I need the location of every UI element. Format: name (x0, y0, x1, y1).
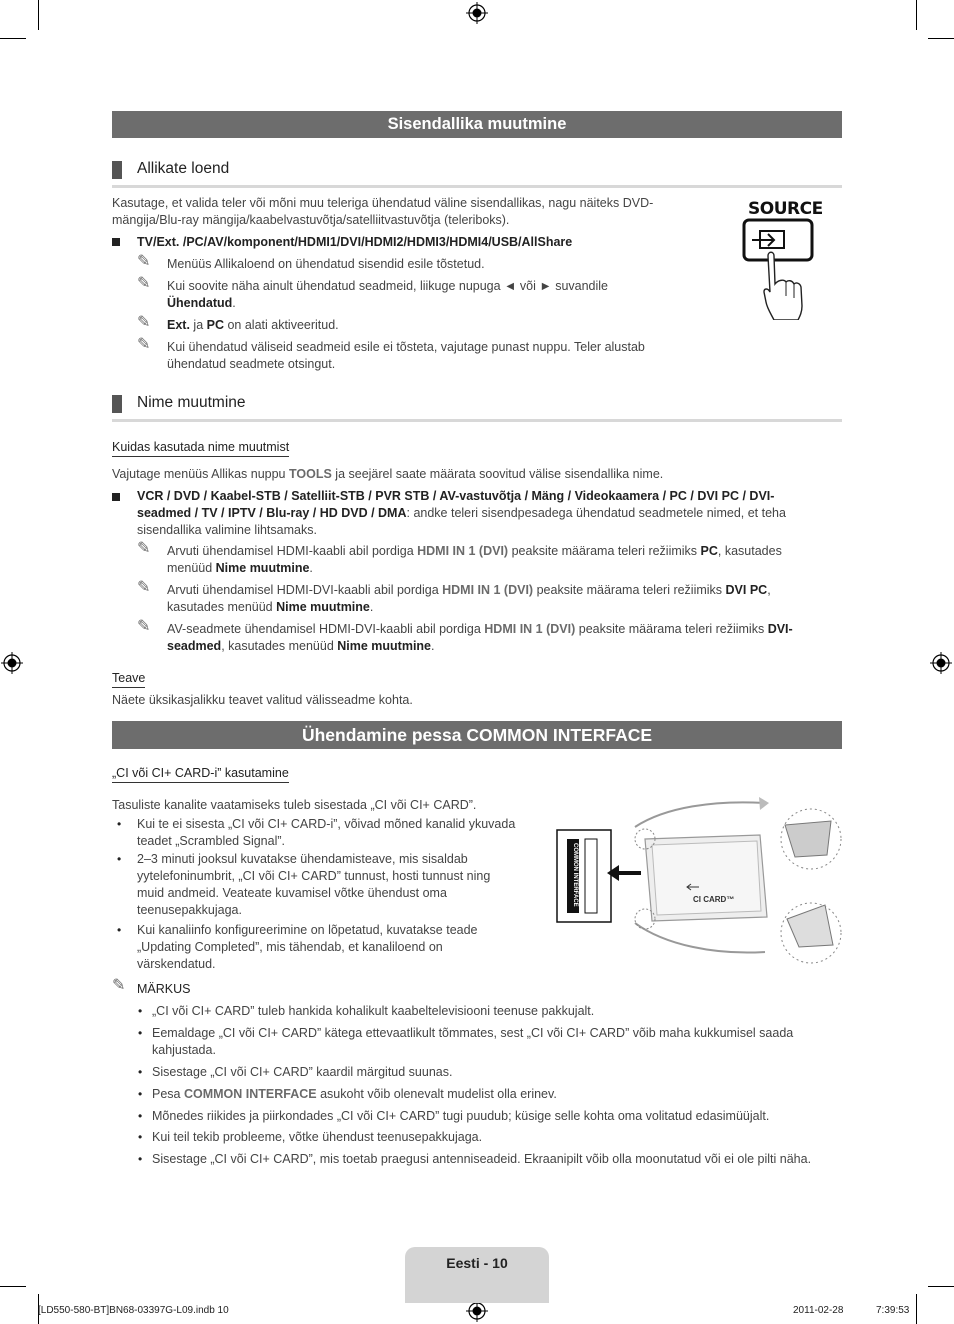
subheading-label: Nime muutmine (137, 394, 246, 411)
crop-mark (0, 38, 26, 39)
crop-mark (928, 38, 954, 39)
info-heading: Teave (112, 671, 145, 688)
print-time: 7:39:53 (876, 1305, 910, 1316)
registration-mark-icon (1, 652, 23, 674)
note-text: Ext. ja PC on alati aktiveeritud. (167, 318, 339, 332)
ci-bullet: 2–3 minuti jooksul kuvatakse ühendamisteave, mis sisaldab yytelefoninumbrit, „CI või CI+ CARD” tunnust, hosti tunnust ning muid andmeid. Veateate kuvamisel võtke ühendust oma teenusepakkujaga. (137, 852, 491, 917)
bullet-dot: • (117, 852, 122, 866)
notes-title: MÄRKUS (137, 982, 191, 996)
card-label: CI CARD™ (693, 895, 735, 904)
ci-note: Mõnedes riikides ja piirkondades „CI või CI+ CARD” tugi puudub; küsige selle kohta oma volitatud edasimüüjalt. (152, 1109, 770, 1123)
rename-options-bullet: VCR / DVD / Kaabel-STB / Satelliit-STB / PVR STB / AV-vastuvõtja / Mäng / Videokaamera / PC / DVI PC / DVI-seadmed / TV / IPTV / Blu-ray / HD DVD / DMA: andke teleri sisendpesadega ühendatud seadmetele nimed, et teha sisendallika valimine lihtsamaks. (137, 489, 786, 537)
intro-text: Kasutage, et valida teler või mõni muu teleriga ühendatud väline sisendallikas, nagu näiteks DVD-mängija/Blu-ray mängija/kaabelvastuvõtja/satelliitvastuvõtja (teleriboks). (112, 196, 654, 227)
ci-note: Kui teil tekib probleeme, võtke ühendust teenusepakkujaga. (152, 1130, 483, 1144)
note-text: AV-seadmete ühendamisel HDMI-DVI-kaabli abil pordiga HDMI IN 1 (DVI) peaksite määrama teleri režiimiks DVI-seadmed, kasutades menüüd Nime muutmine. (167, 622, 793, 653)
note-icon: ✎ (137, 253, 151, 270)
registration-mark-icon (466, 2, 488, 24)
note-text: Menüüs Allikaloend on ühendatud sisendid esile tõstetud. (167, 257, 485, 271)
bullet-square (112, 493, 120, 501)
note-icon: ✎ (137, 579, 151, 596)
note-icon: ✎ (112, 977, 126, 994)
page-number: Eesti - 10 (446, 1255, 508, 1271)
bullet-dot: • (138, 1130, 143, 1144)
bullet-dot: • (138, 1152, 143, 1166)
subheading-rename (112, 393, 842, 422)
note-icon: ✎ (137, 336, 151, 353)
crop-mark (916, 0, 917, 30)
ci-card-illustration (555, 795, 845, 965)
note-icon: ✎ (137, 618, 151, 635)
bullet-dot: • (138, 1087, 143, 1101)
note-icon: ✎ (137, 540, 151, 557)
crop-mark (928, 1286, 954, 1287)
heading-marker (112, 161, 122, 179)
page-number-tab (405, 1247, 549, 1303)
ci-intro: Tasuliste kanalite vaatamiseks tuleb sisestada „CI või CI+ CARD”. (112, 798, 477, 812)
bullet-dot: • (138, 1004, 143, 1018)
print-date: 2011-02-28 (793, 1305, 844, 1316)
ci-bullet: Kui te ei sisesta „CI või CI+ CARD-i”, võivad mõned kanalid ykuvada teadet „Scrambled Signal”. (137, 817, 516, 848)
section-title-common-interface: Ühendamine pessa COMMON INTERFACE (112, 721, 842, 749)
section-title-source: Sisendallika muutmine (112, 111, 842, 138)
subheading-source-list (112, 159, 842, 188)
note-text: Arvuti ühendamisel HDMI-kaabli abil pordiga HDMI IN 1 (DVI) peaksite määrama teleri režiimiks PC, kasutades menüüd Nime muutmine. (167, 544, 782, 575)
how-to-rename-heading: Kuidas kasutada nime muutmist (112, 440, 289, 457)
registration-mark-icon (466, 1300, 488, 1322)
note-text: Arvuti ühendamisel HDMI-DVI-kaabli abil pordiga HDMI IN 1 (DVI) peaksite määrama teleri režiimiks DVI PC, kasutades menüüd Nime muutmine. (167, 583, 771, 614)
heading-marker (112, 395, 122, 413)
bullet-dot: • (117, 923, 122, 937)
source-label: SOURCE (748, 199, 823, 219)
note-text: Kui ühendatud väliseid seadmeid esile ei tõsteta, vajutage punast nuppu. Teler alustab ühendatud seadmete otsingut. (167, 340, 645, 371)
ci-note: „CI või CI+ CARD” tuleb hankida kohalikult kaabeltelevisiooni teenuse pakkujalt. (152, 1004, 595, 1018)
crop-mark (38, 0, 39, 30)
ci-usage-heading: „CI või CI+ CARD-i” kasutamine (112, 766, 289, 783)
crop-mark (916, 1294, 917, 1324)
bullet-dot: • (117, 817, 122, 831)
crop-mark (0, 1286, 26, 1287)
bullet-dot: • (138, 1109, 143, 1123)
subheading-label: Allikate loend (137, 160, 230, 177)
slot-label: COMMON INTERFACE (572, 843, 578, 907)
bullet-dot: • (138, 1065, 143, 1079)
registration-mark-icon (930, 652, 952, 674)
file-info: [LD550-580-BT]BN68-03397G-L09.indb 10 (38, 1305, 229, 1316)
note-icon: ✎ (137, 314, 151, 331)
bullet-square (112, 238, 120, 246)
ci-note: Pesa COMMON INTERFACE asukoht võib olenevalt mudelist olla erinev. (152, 1087, 557, 1101)
ci-note: Sisestage „CI või CI+ CARD”, mis toetab praegusi antenniseadeid. Ekraanipilt võib olla moonutatud või ei ole pilti näha. (152, 1152, 812, 1166)
ci-note: Sisestage „CI või CI+ CARD” kaardil märgitud suunas. (152, 1065, 453, 1079)
rename-instruction: Vajutage menüüs Allikas nuppu TOOLS ja seejärel saate määrata soovitud välise sisendallika nime. (112, 467, 664, 481)
source-button-illustration (740, 216, 820, 320)
ci-bullet: Kui kanaliinfo konfigureerimine on lõpetatud, kuvatakse teade „Updating Completed”, mis tähendab, et kanaliloend on värskendatud. (137, 923, 478, 971)
note-icon: ✎ (137, 275, 151, 292)
note-text: Kui soovite näha ainult ühendatud seadmeid, liikuge nupuga ◄ või ► suvandile Ühendatud. (167, 279, 609, 310)
source-list-bullet: TV/Ext. /PC/AV/komponent/HDMI1/DVI/HDMI2/HDMI3/HDMI4/USB/AllShare (137, 235, 573, 249)
info-text: Näete üksikasjalikku teavet valitud välisseadme kohta. (112, 693, 413, 707)
ci-note: Eemaldage „CI või CI+ CARD” kätega ettevaatlikult tõmmates, sest „CI või CI+ CARD” võib maha kukkumisel saada kahjustada. (152, 1026, 794, 1057)
bullet-dot: • (138, 1026, 143, 1040)
